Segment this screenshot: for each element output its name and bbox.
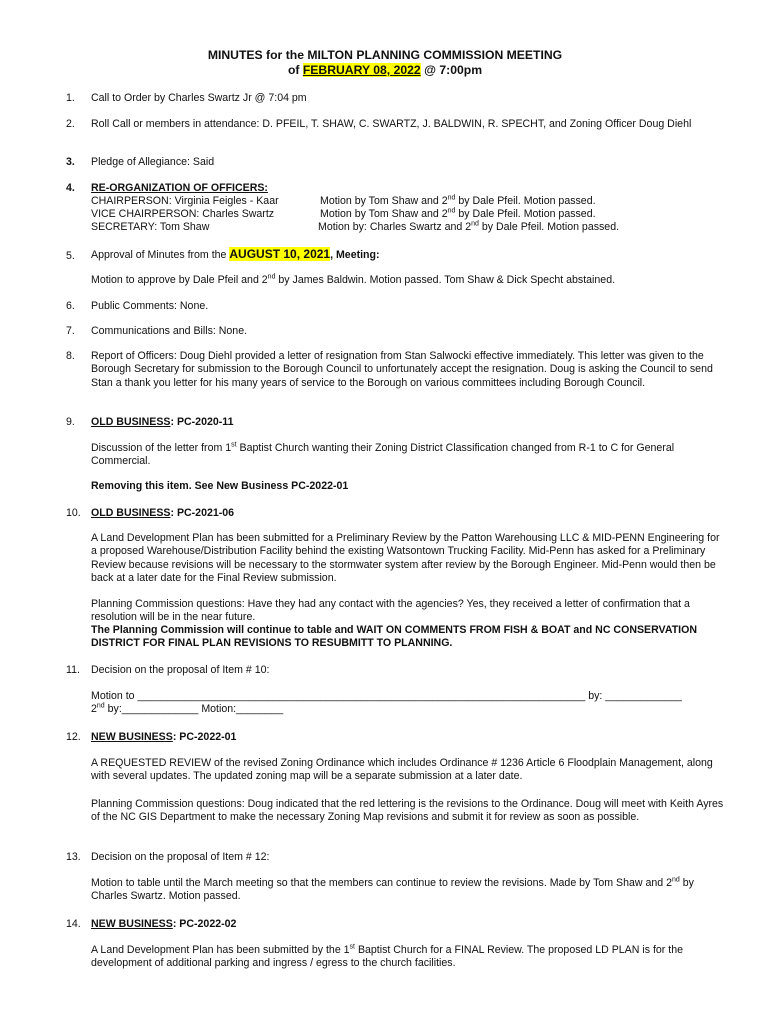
item-10-heading: OLD BUSINESS: PC-2021-06 bbox=[91, 507, 235, 519]
item-4-number: 4. bbox=[66, 182, 75, 194]
item-3-number: 3. bbox=[66, 156, 75, 168]
item-5-text: Approval of Minutes from the AUGUST 10, 2021, Meeting: bbox=[91, 247, 380, 261]
item-2-number: 2. bbox=[66, 118, 75, 130]
item-6-number: 6. bbox=[66, 300, 75, 312]
item-12-description: A REQUESTED REVIEW of the revised Zoning Ordinance which includes Ordinance # 1236 Article 6 Floodplain Management, along with several updates. The updated zoning map will be a separate submission at a later date. bbox=[91, 757, 713, 783]
minutes-date: AUGUST 10, 2021 bbox=[229, 247, 331, 261]
title-line-1: MINUTES for the MILTON PLANNING COMMISSION MEETING bbox=[207, 48, 563, 62]
officer-secretary: SECRETARY: Tom Shaw bbox=[91, 221, 210, 233]
item-14-number: 14. bbox=[66, 918, 81, 930]
item-13-motion: Motion to table until the March meeting so that the members can continue to review the revisions. Made by Tom Shaw and 2nd by Charles Swartz. Motion passed. bbox=[91, 876, 694, 903]
officer-chairperson: CHAIRPERSON: Virginia Feigles - Kaar bbox=[91, 195, 279, 207]
item-10-table-note: The Planning Commission will continue to table and WAIT ON COMMENTS FROM FISH & BOAT and NC CONSERVATION DISTRICT FOR FINAL PLAN REVISIONS TO RESUBMITT TO PLANNING. bbox=[91, 624, 698, 650]
item-8-text: Report of Officers: Doug Diehl provided a letter of resignation from Stan Salwocki effective immediately. This letter was given to the Borough Secretary for submission to the Borough Council to unfortunately accept the resignation. Doug is asking the Council to send Stan a thank you letter for his many years of service to the Borough on various committees including Borough Council. bbox=[91, 350, 713, 389]
item-4-heading: RE-ORGANIZATION OF OFFICERS: bbox=[91, 182, 268, 194]
item-12-questions: Planning Commission questions: Doug indicated that the red lettering is the revisions to the Ordinance. Doug will meet with Keith Ayres of the NC GIS Department to make the necessary Zoning Map revisions and submit it for review as soon as possible. bbox=[91, 798, 724, 824]
item-2-text: Roll Call or members in attendance: D. PFEIL, T. SHAW, C. SWARTZ, J. BALDWIN, R. SPECHT, and Zoning Officer Doug Diehl bbox=[91, 118, 692, 130]
officer-chairperson-motion: Motion by Tom Shaw and 2nd by Dale Pfeil. Motion passed. bbox=[320, 194, 596, 207]
item-11-motion-line: Motion to ____________________________________________________________________________ by: _____________ bbox=[91, 690, 682, 702]
item-14-heading: NEW BUSINESS: PC-2022-02 bbox=[91, 918, 237, 930]
item-11-number: 11. bbox=[66, 664, 80, 676]
item-8-number: 8. bbox=[66, 350, 75, 362]
item-9-heading: OLD BUSINESS: PC-2020-11 bbox=[91, 416, 234, 428]
item-12-heading: NEW BUSINESS: PC-2022-01 bbox=[91, 731, 237, 743]
item-13-text: Decision on the proposal of Item # 12: bbox=[91, 851, 270, 863]
document-title bbox=[0, 48, 770, 78]
officer-vice-chairperson-motion: Motion by Tom Shaw and 2nd by Dale Pfeil. Motion passed. bbox=[320, 207, 596, 220]
item-9-removal-note: Removing this item. See New Business PC-2022-01 bbox=[91, 480, 349, 492]
item-6-text: Public Comments: None. bbox=[91, 300, 209, 312]
item-1-text: Call to Order by Charles Swartz Jr @ 7:04 pm bbox=[91, 92, 307, 104]
item-1-number: 1. bbox=[66, 92, 75, 104]
item-9-number: 9. bbox=[66, 416, 75, 428]
item-11-second-line: 2nd by:_____________ Motion:________ bbox=[91, 702, 284, 715]
item-7-text: Communications and Bills: None. bbox=[91, 325, 248, 337]
meeting-date: FEBRUARY 08, 2022 bbox=[302, 63, 421, 77]
item-14-description: A Land Development Plan has been submitted by the 1st Baptist Church for a FINAL Review. The proposed LD PLAN is for the development of additional parking and ingress / egress to the church facilities. bbox=[91, 943, 683, 970]
item-10-number: 10. bbox=[66, 507, 81, 519]
item-5-motion: Motion to approve by Dale Pfeil and 2nd by James Baldwin. Motion passed. Tom Shaw & Dick Specht abstained. bbox=[91, 273, 616, 286]
item-12-number: 12. bbox=[66, 731, 81, 743]
item-3-text: Pledge of Allegiance: Said bbox=[91, 156, 215, 168]
item-5-number: 5. bbox=[66, 250, 75, 262]
item-11-text: Decision on the proposal of Item # 10: bbox=[91, 664, 270, 676]
item-13-number: 13. bbox=[66, 851, 81, 863]
item-7-number: 7. bbox=[66, 325, 75, 337]
item-10-description: A Land Development Plan has been submitted for a Preliminary Review by the Patton Warehousing LLC & MID-PENN Engineering for a proposed Warehouse/Distribution Facility behind the existing Watsontown Trucking Facility. Mid-Penn has asked for a Preliminary Review because revisions will be necessary to the stormwater system after review by the Borough Engineer. Mid-Penn would then be back at a later date for the Final Review submission. bbox=[91, 532, 720, 585]
title-line-2: of FEBRUARY 08, 2022 @ 7:00pm bbox=[287, 63, 483, 77]
item-10-questions: Planning Commission questions: Have they had any contact with the agencies? Yes, they received a letter of confirmation that a resolution will be in the near future. bbox=[91, 598, 690, 624]
item-9-discussion: Discussion of the letter from 1st Baptist Church wanting their Zoning District Classification changed from R-1 to C for General Commercial. bbox=[91, 441, 675, 468]
officer-vice-chairperson: VICE CHAIRPERSON: Charles Swartz bbox=[91, 208, 275, 220]
officer-secretary-motion: Motion by: Charles Swartz and 2nd by Dale Pfeil. Motion passed. bbox=[318, 220, 620, 233]
